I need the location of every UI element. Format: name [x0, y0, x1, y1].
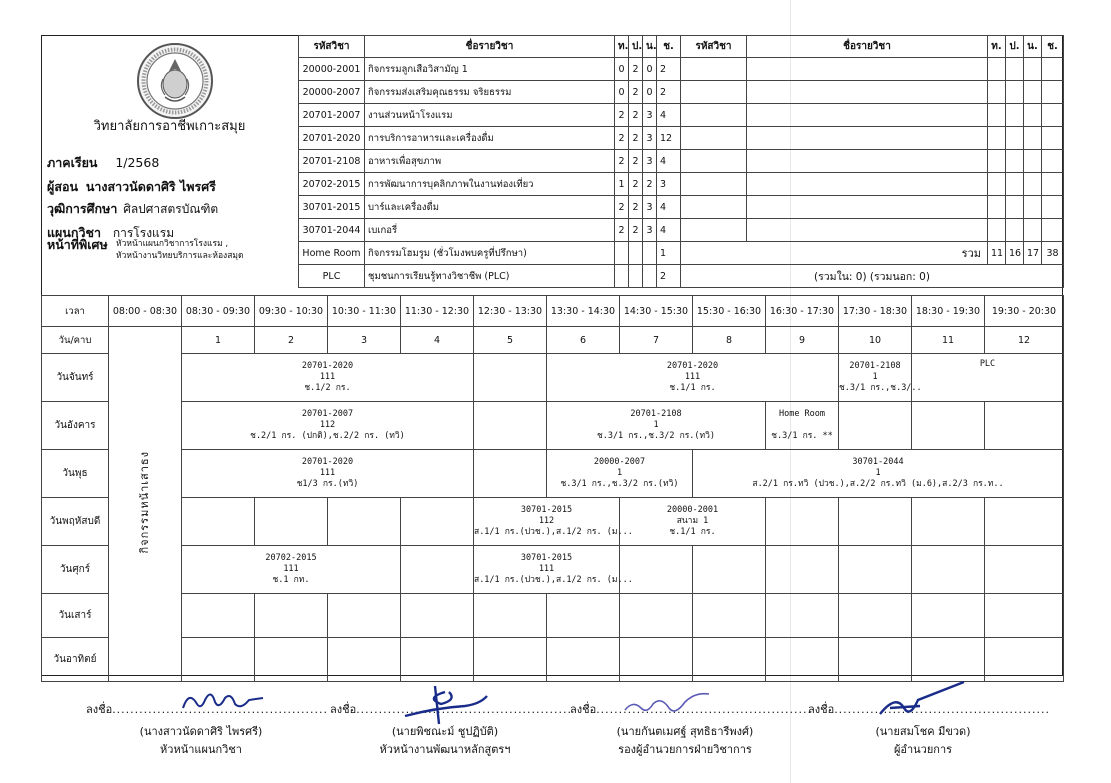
subject-c: 1 — [657, 242, 681, 265]
subject-row — [299, 58, 681, 81]
time-slot: 14:30 - 15:30 — [620, 296, 693, 327]
class-block[interactable] — [547, 402, 766, 450]
subject-name: การบริการอาหารและเครื่องดื่ม — [365, 127, 615, 150]
subject-p — [629, 242, 643, 265]
subject-n: 3 — [643, 150, 657, 173]
subject-n: 3 — [643, 219, 657, 242]
sign-dots: ................................................ — [834, 703, 1051, 716]
subject-p: 2 — [629, 58, 643, 81]
subjects-header-row — [299, 36, 681, 58]
dept-label: แผนกวิชา — [47, 225, 102, 240]
empty-slot — [839, 402, 912, 450]
day-label: วันอังคาร — [42, 402, 109, 450]
empty-slot — [620, 546, 693, 594]
day-row-friday — [42, 546, 1064, 594]
semester-row — [47, 153, 159, 173]
class-block[interactable] — [766, 402, 839, 450]
time-row — [42, 296, 1064, 327]
sign-dots: ................................................ — [356, 703, 573, 716]
class-block[interactable] — [474, 546, 633, 594]
header-code: รหัสวิชา — [681, 36, 747, 58]
period-row — [42, 327, 1064, 354]
class-group: ช.1 กท. — [272, 575, 310, 585]
signer-name: (นายสมโชค มีขวด) — [875, 725, 971, 738]
duty-values — [116, 238, 296, 262]
period-label: วัน/คาบ — [42, 327, 109, 354]
day-label: วันอาทิตย์ — [42, 638, 109, 682]
signature-scribble-icon — [860, 678, 970, 724]
subject-code: Home Room — [299, 242, 365, 265]
subject-code: 30701-2015 — [299, 196, 365, 219]
subject-name: เบเกอรี่ — [365, 219, 615, 242]
empty-slot — [474, 402, 547, 450]
period-number: 4 — [401, 327, 474, 354]
signer-title: ผู้อำนวยการ — [893, 743, 953, 756]
class-group: ช.3/1 กร.,ช.3/.. — [839, 383, 922, 393]
subject-c: 4 — [657, 104, 681, 127]
period-number: 8 — [693, 327, 766, 354]
signature-scribble-icon — [395, 678, 495, 728]
flag-activity-cell — [109, 327, 182, 682]
time-slot: 08:30 - 09:30 — [182, 296, 255, 327]
subject-n — [643, 242, 657, 265]
class-code: 20702-2015 — [265, 553, 317, 563]
time-slot: 19:30 - 20:30 — [985, 296, 1064, 327]
subject-c: 4 — [657, 196, 681, 219]
class-code: PLC — [979, 359, 996, 369]
subject-t: 2 — [615, 104, 629, 127]
subject-t — [615, 242, 629, 265]
empty-slot — [912, 546, 985, 594]
subject-p: 2 — [629, 81, 643, 104]
subject-p: 2 — [629, 127, 643, 150]
class-room: 111 — [319, 468, 336, 478]
header-c: ช. — [1042, 36, 1064, 58]
subject-n: 3 — [643, 104, 657, 127]
subject-c: 3 — [657, 173, 681, 196]
signer-title: หัวหน้าแผนกวิชา — [160, 743, 242, 756]
period-number: 6 — [547, 327, 620, 354]
class-code: 30701-2044 — [852, 457, 904, 467]
class-group: ช.1/1 กร. — [669, 527, 716, 537]
class-block[interactable] — [839, 354, 922, 402]
header-n: น. — [1024, 36, 1042, 58]
class-block[interactable] — [620, 498, 766, 546]
subject-code: 30701-2044 — [299, 219, 365, 242]
subjects-table-left — [298, 35, 681, 288]
signer-title: รองผู้อำนวยการฝ่ายวิชาการ — [618, 743, 752, 756]
subject-t: 2 — [615, 127, 629, 150]
subject-t — [615, 265, 629, 288]
class-room: 1 — [872, 372, 878, 382]
class-block[interactable] — [547, 354, 839, 402]
class-block[interactable] — [693, 450, 1064, 498]
day-row-sunday — [42, 638, 1064, 682]
class-code: 20000-2001 — [666, 505, 719, 515]
subject-name: งานส่วนหน้าโรงแรม — [365, 104, 615, 127]
empty-slot — [693, 546, 766, 594]
class-group: ช.1/1 กร. — [669, 383, 716, 393]
day-label: วันพฤหัสบดี — [42, 498, 109, 546]
signature-scribble-icon — [615, 688, 715, 722]
class-room: 1 — [653, 420, 659, 430]
empty-slot — [474, 450, 547, 498]
period-number: 5 — [474, 327, 547, 354]
subject-c: 12 — [657, 127, 681, 150]
subject-row — [299, 81, 681, 104]
semester-value: 1/2568 — [115, 155, 160, 170]
class-block[interactable] — [182, 402, 474, 450]
subjects-table-right — [680, 35, 1064, 288]
degree-row — [47, 199, 218, 219]
class-code: 30701-2015 — [520, 553, 573, 563]
class-code: 20701-2020 — [301, 361, 354, 371]
header-n: น. — [643, 36, 657, 58]
period-number: 10 — [839, 327, 912, 354]
signer-name: (นายพิชณะม์ ชูปฏิบัติ) — [391, 725, 499, 738]
subject-c: 4 — [657, 219, 681, 242]
empty-slot — [766, 546, 839, 594]
class-group: ช.3/1 กร. ** — [771, 431, 833, 441]
empty-slot — [912, 498, 985, 546]
empty-subject-row — [681, 127, 1064, 150]
class-block[interactable] — [182, 546, 401, 594]
empty-subject-row — [681, 173, 1064, 196]
empty-slot — [839, 498, 912, 546]
sign-dots: ................................................ — [596, 703, 813, 716]
header-code: รหัสวิชา — [299, 36, 365, 58]
subject-code: 20000-2001 — [299, 58, 365, 81]
class-block[interactable] — [474, 498, 633, 546]
class-code: Home Room — [778, 409, 826, 419]
class-room: 112 — [538, 516, 555, 526]
duty-label: หน้าที่พิเศษ — [47, 237, 108, 252]
time-slot: 18:30 - 19:30 — [912, 296, 985, 327]
empty-subject-row — [681, 196, 1064, 219]
subject-row — [299, 173, 681, 196]
class-group: ส.2/1 กร.ทวิ (ปวช.),ส.2/2 กร.ทวิ (ม.6),ส.2/3 กร.ท.. — [752, 479, 1004, 489]
class-code: 20000-2007 — [593, 457, 646, 467]
period-number: 12 — [985, 327, 1064, 354]
empty-slot — [401, 546, 474, 594]
day-row-saturday — [42, 594, 1064, 638]
subject-n: 3 — [643, 127, 657, 150]
empty-subject-row — [681, 219, 1064, 242]
empty-slot — [255, 498, 328, 546]
subject-name: กิจกรรมส่งเสริมคุณธรรม จริยธรรม — [365, 81, 615, 104]
time-slot: 09:30 - 10:30 — [255, 296, 328, 327]
total-c: 38 — [1042, 242, 1064, 265]
time-slot: 11:30 - 12:30 — [401, 296, 474, 327]
subject-p: 2 — [629, 196, 643, 219]
subject-row — [299, 265, 681, 288]
summary-row — [681, 265, 1064, 288]
period-number: 1 — [182, 327, 255, 354]
subject-t: 1 — [615, 173, 629, 196]
header-name: ชื่อรายวิชา — [747, 36, 988, 58]
signer-title: หัวหน้างานพัฒนาหลักสูตรฯ — [379, 743, 511, 756]
subject-c: 4 — [657, 150, 681, 173]
empty-slot — [839, 546, 912, 594]
day-row-wednesday — [42, 450, 1064, 498]
time-slot: 16:30 - 17:30 — [766, 296, 839, 327]
class-room: 111 — [283, 564, 299, 574]
class-group: ช.3/1 กร.,ช.3/2 กร.(ทวิ) — [596, 431, 716, 441]
total-row — [681, 242, 1064, 265]
subject-n: 0 — [643, 58, 657, 81]
day-label: วันศุกร์ — [42, 546, 109, 594]
degree-value: ศิลปศาสตรบัณฑิต — [123, 202, 219, 216]
subject-t: 2 — [615, 219, 629, 242]
class-room: 111 — [538, 564, 555, 574]
subject-p: 2 — [629, 173, 643, 196]
empty-slot — [474, 354, 547, 402]
subject-n — [643, 265, 657, 288]
dept-value: การโรงแรม — [112, 226, 175, 240]
subject-p: 2 — [629, 219, 643, 242]
header-c: ช. — [657, 36, 681, 58]
sign-dots: ................................................ — [112, 703, 329, 716]
subject-c: 2 — [657, 265, 681, 288]
teacher-label: ผู้สอน — [47, 179, 79, 194]
subject-p — [629, 265, 643, 288]
subject-name: ชุมชนการเรียนรู้ทางวิชาชีพ (PLC) — [365, 265, 615, 288]
subject-t: 0 — [615, 81, 629, 104]
teacher-info-panel — [41, 35, 298, 295]
class-group: ช.2/1 กร. (ปกติ),ช.2/2 กร. (ทวิ) — [250, 431, 405, 441]
time-label: เวลา — [42, 296, 109, 327]
class-block[interactable] — [182, 354, 474, 402]
duty-line-2: หัวหน้างานวิทยบริการและห้องสมุด — [116, 251, 244, 261]
subject-n: 2 — [643, 173, 657, 196]
day-row-thursday — [42, 498, 1064, 546]
class-room: 112 — [319, 420, 336, 430]
subject-n: 0 — [643, 81, 657, 104]
empty-slot — [912, 402, 985, 450]
subject-row — [299, 127, 681, 150]
class-code: 30701-2015 — [520, 505, 573, 515]
total-t: 11 — [988, 242, 1006, 265]
time-slot: 08:00 - 08:30 — [109, 296, 182, 327]
day-label: วันพุธ — [42, 450, 109, 498]
sign-label: ลงชื่อ — [570, 703, 597, 716]
day-row-monday — [42, 354, 1064, 402]
class-room: 1 — [616, 468, 623, 478]
subject-t: 2 — [615, 196, 629, 219]
empty-slot — [328, 498, 401, 546]
header-name: ชื่อรายวิชา — [365, 36, 615, 58]
header-p: ป. — [629, 36, 643, 58]
time-slot: 17:30 - 18:30 — [839, 296, 912, 327]
degree-label: วุฒิการศึกษา — [47, 201, 118, 216]
class-block[interactable] — [182, 450, 474, 498]
college-name: วิทยาลัยการอาชีพเกาะสมุย — [93, 119, 246, 134]
time-slot: 15:30 - 16:30 — [693, 296, 766, 327]
class-group: ส.1/1 กร.(ปวช.),ส.1/2 กร. (ม... — [474, 575, 633, 585]
empty-slot — [766, 498, 839, 546]
period-number: 7 — [620, 327, 693, 354]
period-number: 3 — [328, 327, 401, 354]
subject-row — [299, 242, 681, 265]
duty-line-1: หัวหน้าแผนกวิชาการโรงแรม , — [116, 239, 229, 249]
subject-row — [299, 150, 681, 173]
subject-name: กิจกรรมลูกเสือวิสามัญ 1 — [365, 58, 615, 81]
header-t: ท. — [615, 36, 629, 58]
subject-code: 20701-2108 — [299, 150, 365, 173]
class-code: 20701-2020 — [301, 457, 354, 467]
signature-scribble-icon — [175, 680, 275, 720]
subject-t: 2 — [615, 150, 629, 173]
signer-name: (นายกันตเมศฐ์ สุทธิธารีพงศ์) — [616, 725, 754, 738]
class-code: 20701-2108 — [630, 409, 682, 419]
subject-name: การพัฒนาการบุคลิกภาพในงานท่องเที่ยว — [365, 173, 615, 196]
day-label: วันจันทร์ — [42, 354, 109, 402]
class-block[interactable] — [912, 354, 1064, 402]
total-p: 16 — [1006, 242, 1024, 265]
empty-slot — [401, 498, 474, 546]
class-room: สนาม 1 — [676, 516, 709, 526]
empty-subject-row — [681, 150, 1064, 173]
subject-n: 3 — [643, 196, 657, 219]
class-group: ช1/3 กร.(ทวิ) — [296, 479, 359, 489]
class-code: 20701-2108 — [849, 361, 901, 371]
class-room: 111 — [684, 372, 701, 382]
class-code: 20701-2020 — [666, 361, 719, 371]
empty-slot — [985, 546, 1064, 594]
class-room: 111 — [319, 372, 336, 382]
period-number: 9 — [766, 327, 839, 354]
day-label: วันเสาร์ — [42, 594, 109, 638]
subject-name: กิจกรรมโฮมรูม (ชั่วโมงพบครูที่ปรึกษา) — [365, 242, 615, 265]
summary-note: (รวมใน: 0) (รวมนอก: 0) — [681, 265, 1064, 288]
empty-slot — [985, 498, 1064, 546]
schedule-grid — [41, 295, 1064, 682]
total-n: 17 — [1024, 242, 1042, 265]
subject-p: 2 — [629, 104, 643, 127]
class-group: ช.1/2 กร. — [304, 383, 351, 393]
class-group: ส.1/1 กร.(ปวช.),ส.1/2 กร. (ม... — [474, 527, 633, 537]
college-seal-icon — [135, 41, 215, 121]
sign-label: ลงชื่อ — [86, 703, 113, 716]
subject-c: 2 — [657, 81, 681, 104]
empty-slot — [985, 402, 1064, 450]
subject-t: 0 — [615, 58, 629, 81]
header-p: ป. — [1006, 36, 1024, 58]
subject-code: 20701-2020 — [299, 127, 365, 150]
empty-subject-row — [681, 58, 1064, 81]
period-number: 2 — [255, 327, 328, 354]
subject-row — [299, 196, 681, 219]
flag-activity-text: กิจกรรมหน้าเสาธง — [138, 451, 151, 554]
time-slot: 13:30 - 14:30 — [547, 296, 620, 327]
empty-subject-row — [681, 81, 1064, 104]
day-row-tuesday — [42, 402, 1064, 450]
sign-label: ลงชื่อ — [330, 703, 357, 716]
time-slot: 10:30 - 11:30 — [328, 296, 401, 327]
class-group: ช.3/1 กร.,ช.3/2 กร.(ทวิ) — [560, 479, 679, 489]
class-block[interactable] — [547, 450, 693, 498]
subject-c: 2 — [657, 58, 681, 81]
subject-name: อาหารเพื่อสุขภาพ — [365, 150, 615, 173]
semester-label: ภาคเรียน — [47, 155, 98, 170]
total-label: รวม — [681, 242, 988, 265]
teacher-value: นางสาวนัดดาศิริ ไพรศรี — [85, 179, 216, 194]
subject-code: 20702-2015 — [299, 173, 365, 196]
subject-code: 20701-2007 — [299, 104, 365, 127]
subject-name: บาร์และเครื่องดื่ม — [365, 196, 615, 219]
subject-p: 2 — [629, 150, 643, 173]
subject-row — [299, 219, 681, 242]
header-t: ท. — [988, 36, 1006, 58]
subject-code: PLC — [299, 265, 365, 288]
time-slot: 12:30 - 13:30 — [474, 296, 547, 327]
empty-slot — [182, 498, 255, 546]
empty-subject-row — [681, 104, 1064, 127]
period-number: 11 — [912, 327, 985, 354]
subject-code: 20000-2007 — [299, 81, 365, 104]
teacher-row — [47, 177, 216, 197]
class-room: 1 — [875, 468, 881, 478]
subjects-header-row — [681, 36, 1064, 58]
class-code: 20701-2007 — [301, 409, 354, 419]
signer-name: (นางสาวนัดดาศิริ ไพรศรี) — [139, 725, 263, 738]
subject-row — [299, 104, 681, 127]
sign-label: ลงชื่อ — [808, 703, 835, 716]
